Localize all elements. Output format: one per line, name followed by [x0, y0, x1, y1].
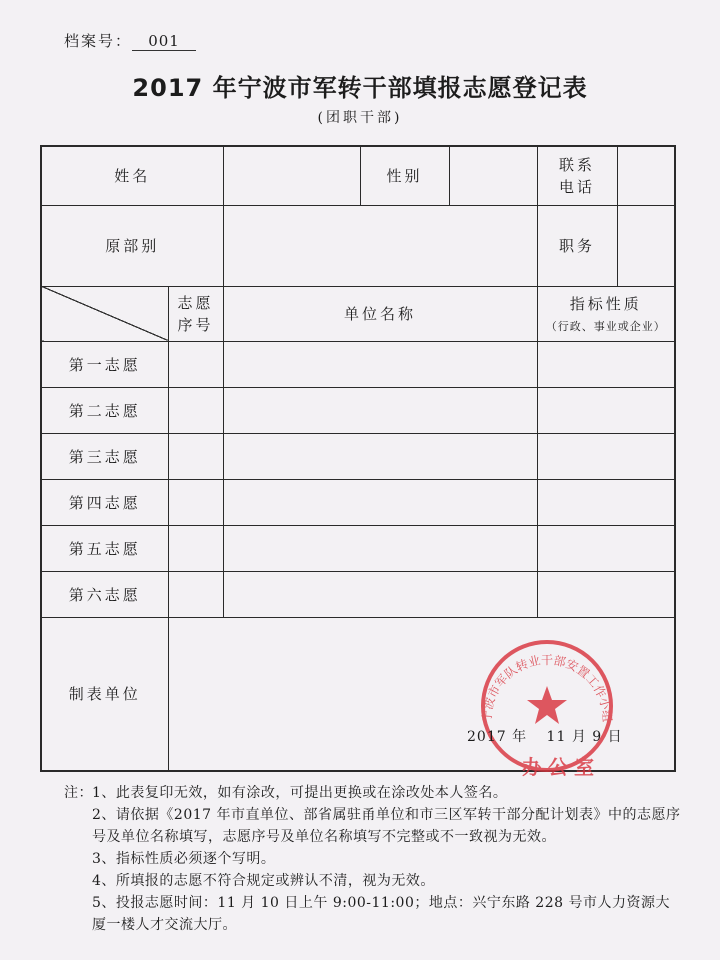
note-item: 2、请依据《2017 年市直单位、部省属驻甬单位和市三区军转干部分配计划表》中的志愿序号及单位名称填写，志愿序号及单位名称填写不完整或不一致视为无效。 — [92, 807, 681, 845]
choice-nature-field[interactable] — [537, 433, 675, 479]
choice-label: 第一志愿 — [41, 341, 168, 387]
position-field[interactable] — [617, 205, 675, 286]
seq-header-line1: 志愿 — [177, 293, 214, 312]
phone-label — [537, 146, 617, 205]
date-day-unit: 日 — [607, 729, 623, 745]
former-unit-field[interactable] — [223, 205, 537, 286]
notes-list — [64, 782, 684, 936]
phone-label-line1: 联系 — [559, 155, 596, 174]
choice-label: 第五志愿 — [41, 525, 168, 571]
choice-nature-field[interactable] — [537, 479, 675, 525]
choice-nature-field[interactable] — [537, 341, 675, 387]
phone-label-line2: 电话 — [559, 177, 596, 196]
note-item: 1、此表复印无效，如有涂改，可提出更换或在涂改处本人签名。 — [92, 785, 508, 801]
nature-header-hint: （行政、事业或企业） — [545, 320, 666, 333]
note-item: 5、投报志愿时间：11 月 10 日上午 9:00-11:00；地点：兴宁东路 228 号市人力资源大厦一楼人才交流大厅。 — [92, 895, 670, 933]
archive-number-value: 001 — [132, 32, 196, 51]
choice-unit-field[interactable] — [223, 387, 537, 433]
choice-label: 第三志愿 — [41, 433, 168, 479]
maker-unit-label: 制表单位 — [41, 617, 168, 771]
choice-unit-field[interactable] — [223, 433, 537, 479]
choice-label: 第二志愿 — [41, 387, 168, 433]
official-seal — [457, 634, 637, 784]
choice-nature-field[interactable] — [537, 571, 675, 617]
nature-header-label: 指标性质 — [569, 295, 642, 313]
former-unit-label: 原部别 — [41, 205, 223, 286]
date-year: 2017 — [467, 729, 507, 745]
seal-office-text: 办公室 — [522, 755, 600, 779]
choice-seq-header — [168, 286, 223, 341]
choice-unit-field[interactable] — [223, 571, 537, 617]
diagonal-header-cell — [41, 286, 168, 341]
choice-seq-field[interactable] — [168, 387, 223, 433]
form-title: 2017 年宁波市军转干部填报志愿登记表 — [132, 74, 588, 102]
choice-seq-field[interactable] — [168, 341, 223, 387]
nature-header — [537, 286, 675, 341]
choice-label: 第六志愿 — [41, 571, 168, 617]
position-label: 职务 — [537, 205, 617, 286]
gender-label: 性别 — [360, 146, 449, 205]
unit-name-header: 单位名称 — [223, 286, 537, 341]
name-label: 姓名 — [41, 146, 223, 205]
gender-field[interactable] — [449, 146, 537, 205]
note-item: 3、指标性质必须逐个写明。 — [92, 851, 276, 867]
notes-head: 注： — [64, 785, 93, 801]
seal-star-icon — [527, 686, 567, 724]
phone-field[interactable] — [617, 146, 675, 205]
notes-section — [64, 782, 684, 936]
choice-seq-field[interactable] — [168, 479, 223, 525]
seal-ring-text: 宁波市军队转业干部安置工作小组 — [479, 653, 615, 723]
date-year-unit: 年 — [512, 729, 528, 745]
date-day: 9 — [592, 729, 603, 745]
choice-nature-field[interactable] — [537, 387, 675, 433]
choice-unit-field[interactable] — [223, 341, 537, 387]
date-month-unit: 月 — [571, 729, 587, 745]
choice-unit-field[interactable] — [223, 525, 537, 571]
archive-label: 档案号： — [64, 32, 133, 50]
fill-date — [467, 726, 623, 746]
date-month: 11 — [546, 729, 567, 745]
archive-number — [64, 30, 196, 51]
choice-unit-field[interactable] — [223, 479, 537, 525]
choice-seq-field[interactable] — [168, 525, 223, 571]
choice-nature-field[interactable] — [537, 525, 675, 571]
form-subtitle: (团职干部) — [317, 110, 403, 126]
choice-seq-field[interactable] — [168, 571, 223, 617]
name-field[interactable] — [223, 146, 360, 205]
choice-seq-field[interactable] — [168, 433, 223, 479]
seq-header-line2: 序号 — [177, 315, 214, 334]
note-item: 4、所填报的志愿不符合规定或辨认不清，视为无效。 — [92, 873, 435, 889]
choice-label: 第四志愿 — [41, 479, 168, 525]
